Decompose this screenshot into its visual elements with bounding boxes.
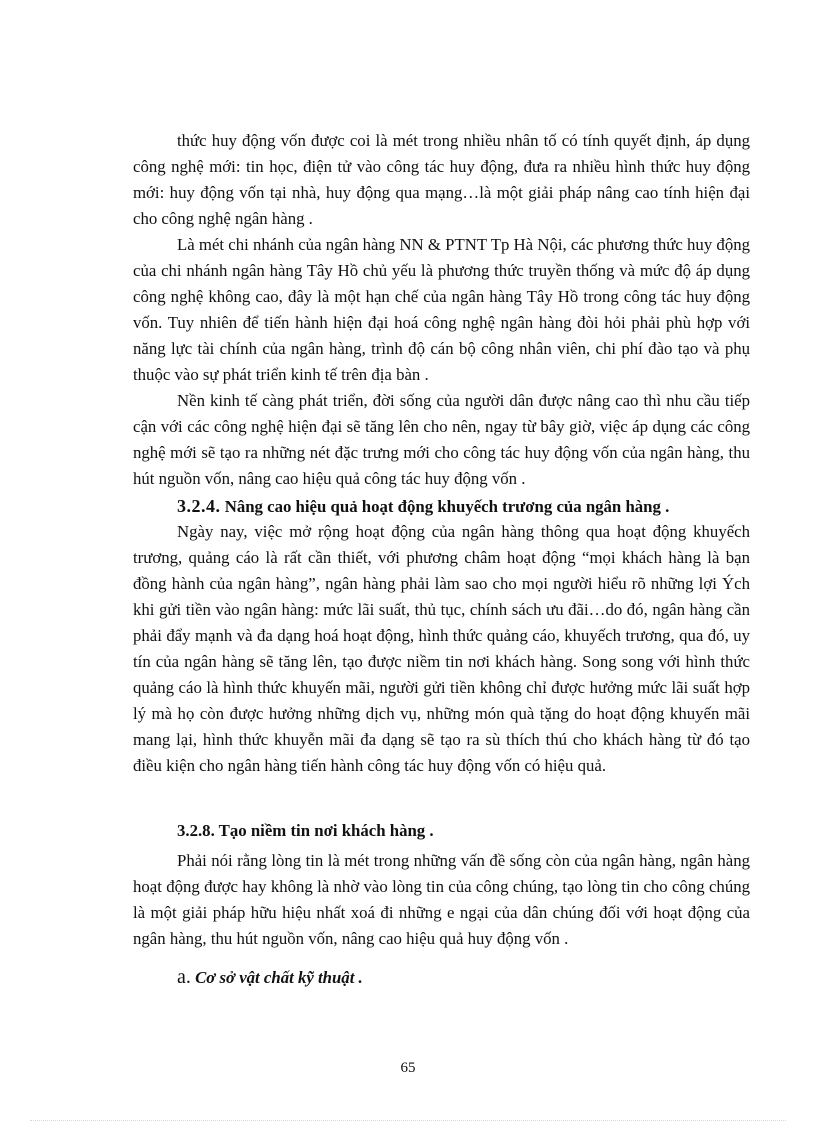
section-title-3-2-4: Nâng cao hiệu quả hoạt động khuyếch trương của ngân hàng . xyxy=(224,497,670,516)
section-number-3-2-4: 3.2.4. xyxy=(177,496,221,516)
section-heading-3-2-4 xyxy=(133,493,750,520)
subheading-a xyxy=(133,964,750,991)
paragraph-block-2 xyxy=(133,519,750,779)
subheading-title: Cơ sở vật chất kỹ thuật . xyxy=(195,968,363,987)
paragraph-long-tin: Phải nói rằng lòng tin là mét trong những vấn đề sống còn của ngân hàng, ngân hàng hoạt động được hay không là nhờ vào lòng tin của công chúng, tạo lòng tin cho công chúng là một giải pháp hữu hiệu nhất xoá đi những e ngại của dân chúng đối với hoạt động của ngân hàng, thu hút nguồn vốn, nâng cao hiệu quả huy động vốn . xyxy=(133,851,750,948)
paragraph-block-3 xyxy=(133,848,750,952)
section-title-3-2-8: Tạo niềm tin nơi khách hàng . xyxy=(218,821,434,840)
paragraph-huy-dong-cong-nghe: thức huy động vốn được coi là mét trong nhiều nhân tố có tính quyết định, áp dụng công nghệ mới: tin học, điện tử vào công tác huy động, đưa ra nhiều hình thức huy động mới: huy động vốn tại nhà, huy động qua mạng…là một giải pháp nâng cao tính hiện đại cho công nghệ ngân hàng . xyxy=(133,131,750,228)
subheading-letter: a. xyxy=(177,966,191,988)
paragraph-block-1 xyxy=(133,128,750,492)
section-number-3-2-8: 3.2.8. xyxy=(177,821,215,840)
paragraph-kinh-te-phat-trien: Nền kinh tế càng phát triển, đời sống của người dân được nâng cao thì nhu cầu tiếp cận với các công nghệ hiện đại sẽ tăng lên cho nên, ngay từ bây giờ, việc áp dụng các công nghệ mới sẽ tạo ra những nét đặc trưng mới cho công tác huy động vốn của ngân hàng, thu hút nguồn vốn, nâng cao hiệu quả công tác huy động vốn . xyxy=(133,391,750,488)
footer-divider xyxy=(30,1120,786,1121)
section-heading-3-2-8 xyxy=(133,818,750,844)
paragraph-khuyech-truong: Ngày nay, việc mở rộng hoạt động của ngân hàng thông qua hoạt động khuyếch trương, quảng cáo là rất cần thiết, với phương châm hoạt động “mọi khách hàng là bạn đồng hành của ngân hàng”, ngân hàng phải làm sao cho mọi người hiểu rõ những lợi Ých khi gửi tiền vào ngân hàng: mức lãi suất, thủ tục, chính sách ưu đãi…do đó, ngân hàng cần phải đẩy mạnh và đa dạng hoá hoạt động, hình thức quảng cáo, khuyếch trương, qua đó, uy tín của ngân hàng sẽ tăng lên, tạo được niềm tin nơi khách hàng. Song song với hình thức quảng cáo là hình thức khuyến mãi, người gửi tiền không chỉ được hưởng mức lãi suất hợp lý mà họ còn được hưởng những dịch vụ, những món quà tặng do hoạt động khuyến mãi mang lại, hình thức khuyễn mãi đa dạng sẽ tạo ra sù thích thú cho khách hàng từ đó tạo điều kiện cho ngân hàng tiến hành công tác huy động vốn có hiệu quả. xyxy=(133,522,750,775)
page-number: 65 xyxy=(400,1060,416,1076)
paragraph-chi-nhanh-tay-ho: Là mét chi nhánh của ngân hàng NN & PTNT Tp Hà Nội, các phương thức huy động của chi nhánh ngân hàng Tây Hồ chủ yếu là phương thức truyền thống và mức độ áp dụng công nghệ không cao, đây là một hạn chế của ngân hàng Tây Hồ trong công tác huy động vốn. Tuy nhiên để tiến hành hiện đại hoá công nghệ ngân hàng đòi hỏi phải phù hợp với năng lực tài chính của ngân hàng, trình độ cán bộ công nhân viên, chi phí đào tạo và phụ thuộc vào sự phát triển kinh tế trên địa bàn . xyxy=(133,235,750,384)
